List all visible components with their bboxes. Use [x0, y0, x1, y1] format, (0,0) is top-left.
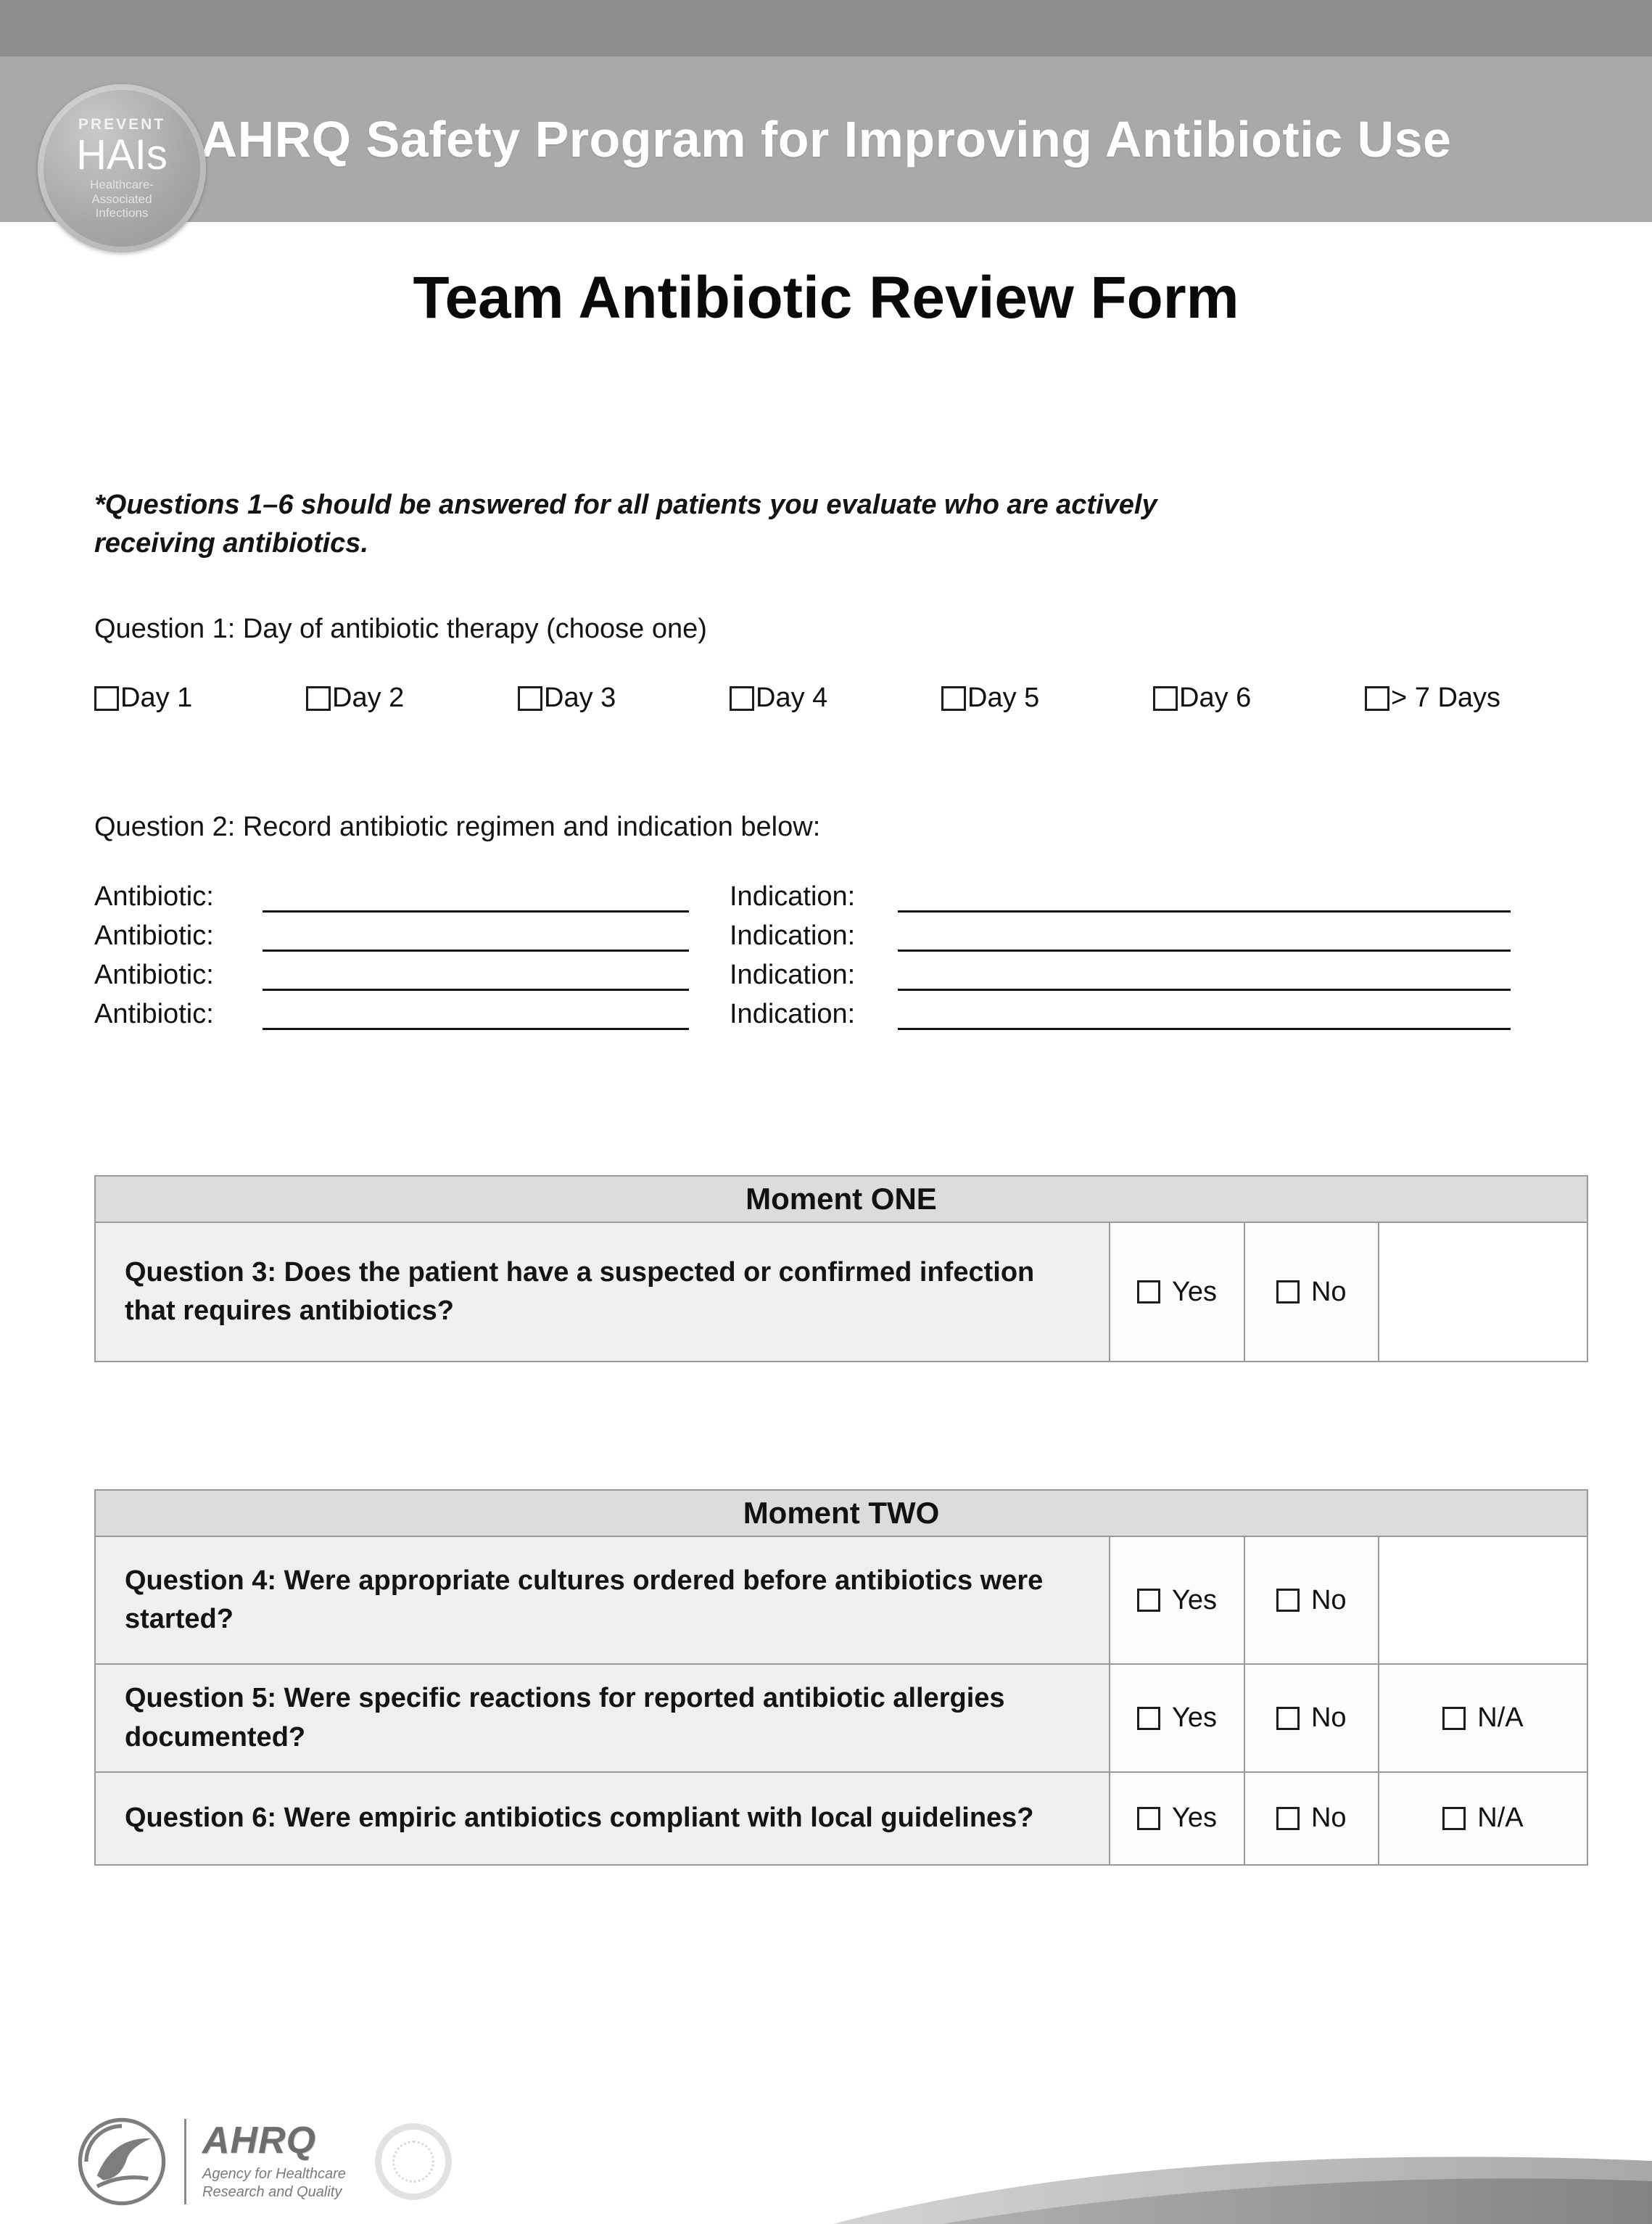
- day-5-label: Day 5: [967, 683, 1040, 714]
- banner-title: AHRQ Safety Program for Improving Antibiotic Use: [200, 111, 1452, 168]
- regimen-row-2: [94, 913, 1652, 952]
- question-5-na-option: [1442, 1702, 1523, 1734]
- question-6-yes-option: [1137, 1803, 1217, 1834]
- question-4-no-option: [1276, 1585, 1347, 1616]
- q3-yes-checkbox[interactable]: [1137, 1280, 1160, 1303]
- question-6-na-option: [1442, 1803, 1523, 1834]
- antibiotic-input-4[interactable]: [263, 1000, 689, 1030]
- question-6-no-cell: [1244, 1772, 1379, 1865]
- indication-label-2: Indication:: [730, 921, 856, 952]
- question-3-yes-cell: [1110, 1222, 1244, 1362]
- moment-one-header: Moment ONE: [95, 1176, 1587, 1222]
- question-4-yes-cell: [1110, 1536, 1244, 1664]
- q5-no-label: No: [1310, 1702, 1347, 1734]
- ahrq-logo-text: AHRQ: [202, 2120, 317, 2162]
- antibiotic-label-2: Antibiotic:: [94, 921, 214, 952]
- question-3-no-option: [1276, 1277, 1347, 1308]
- day-1-option: [94, 683, 306, 714]
- day-2-label: Day 2: [332, 683, 405, 714]
- question-2-section: [0, 812, 1652, 1030]
- banner: [0, 57, 1652, 222]
- day-7plus-checkbox[interactable]: [1365, 686, 1389, 711]
- antibiotic-input-2[interactable]: [263, 921, 689, 952]
- regimen-row-3: [94, 952, 1652, 991]
- question-3-yes-option: [1137, 1277, 1217, 1308]
- hai-logo-subtext-line3: Infections: [95, 206, 149, 221]
- ahrq-logo: [202, 2122, 346, 2202]
- question-6-yes-cell: [1110, 1772, 1244, 1865]
- hai-logo-subtext-line1: Healthcare-: [90, 178, 154, 192]
- question-2-label: Question 2: Record antibiotic regimen and indication below:: [94, 812, 821, 843]
- question-6-na-cell: [1379, 1772, 1587, 1865]
- ahrq-tagline: [202, 2165, 346, 2202]
- hai-logo-hais-text: HAIs: [76, 131, 168, 179]
- day-6-option: [1153, 683, 1365, 714]
- day-1-label: Day 1: [120, 683, 193, 714]
- q3-no-label: No: [1310, 1276, 1347, 1307]
- moment-two-table: [94, 1489, 1588, 1865]
- question-5-yes-option: [1137, 1702, 1217, 1734]
- hai-logo-subtext-line2: Associated: [91, 191, 152, 206]
- indication-label-4: Indication:: [730, 999, 856, 1030]
- ahrq-tagline-line2: Research and Quality: [202, 2184, 342, 2200]
- prevent-hais-logo: [38, 84, 206, 252]
- day-5-checkbox[interactable]: [941, 686, 966, 711]
- question-5-yes-cell: [1110, 1664, 1244, 1771]
- moment-one-header-row: [95, 1176, 1587, 1222]
- question-2-rows: [94, 873, 1652, 1030]
- day-3-label: Day 3: [544, 683, 616, 714]
- swoosh-graphic: [833, 2133, 1652, 2224]
- day-3-checkbox[interactable]: [518, 686, 542, 711]
- day-2-option: [306, 683, 518, 714]
- q6-yes-label: Yes: [1172, 1803, 1218, 1834]
- question-4-text: Question 4: Were appropriate cultures ordered before antibiotics were started?: [95, 1536, 1110, 1664]
- antibiotic-label-1: Antibiotic:: [94, 881, 214, 913]
- day-4-checkbox[interactable]: [730, 686, 754, 711]
- question-5-no-option: [1276, 1702, 1347, 1734]
- q4-yes-label: Yes: [1172, 1584, 1218, 1615]
- question-3-empty-cell: [1379, 1222, 1587, 1362]
- moment-one-table: [94, 1175, 1588, 1362]
- q5-na-checkbox[interactable]: [1442, 1707, 1466, 1730]
- question-5-na-cell: [1379, 1664, 1587, 1771]
- q4-no-label: No: [1310, 1584, 1347, 1615]
- day-6-label: Day 6: [1179, 683, 1252, 714]
- q5-yes-checkbox[interactable]: [1137, 1707, 1160, 1730]
- day-7plus-label: > 7 Days: [1391, 683, 1501, 714]
- indication-input-2[interactable]: [898, 921, 1511, 952]
- q6-na-checkbox[interactable]: [1442, 1807, 1466, 1830]
- indication-label-1: Indication:: [730, 881, 856, 913]
- day-7plus-option: [1365, 683, 1500, 714]
- indication-input-4[interactable]: [898, 1000, 1511, 1030]
- hhs-logo-icon: [75, 2115, 168, 2208]
- page-footer: [75, 2115, 452, 2208]
- question-5-row: [95, 1664, 1587, 1771]
- hai-logo-subtext: [90, 178, 154, 221]
- question-3-row: [95, 1222, 1587, 1362]
- antibiotic-label-4: Antibiotic:: [94, 999, 214, 1030]
- question-1-options: [94, 683, 1566, 714]
- question-6-row: [95, 1772, 1587, 1865]
- question-4-empty-cell: [1379, 1536, 1587, 1664]
- day-1-checkbox[interactable]: [94, 686, 119, 711]
- q6-no-label: No: [1310, 1803, 1347, 1834]
- question-1-label: Question 1: Day of antibiotic therapy (choose one): [94, 614, 707, 645]
- q5-na-label: N/A: [1477, 1702, 1524, 1734]
- moment-two-header: Moment TWO: [95, 1490, 1587, 1536]
- q6-no-checkbox[interactable]: [1276, 1807, 1300, 1830]
- hai-logo-prevent-text: PREVENT: [78, 116, 166, 133]
- ahrq-tagline-line1: Agency for Healthcare: [202, 2166, 346, 2182]
- question-5-no-cell: [1244, 1664, 1379, 1771]
- q4-no-checkbox[interactable]: [1276, 1589, 1300, 1612]
- question-6-no-option: [1276, 1803, 1347, 1834]
- q4-yes-checkbox[interactable]: [1137, 1589, 1160, 1612]
- regimen-row-1: [94, 873, 1652, 913]
- q5-no-checkbox[interactable]: [1276, 1707, 1300, 1730]
- question-5-text: Question 5: Were specific reactions for reported antibiotic allergies documented?: [95, 1664, 1110, 1771]
- q3-yes-label: Yes: [1172, 1276, 1218, 1307]
- header-top-strip: [0, 0, 1652, 57]
- question-1-section: [0, 614, 1652, 714]
- indication-label-3: Indication:: [730, 960, 856, 991]
- day-2-checkbox[interactable]: [306, 686, 331, 711]
- antibiotic-label-3: Antibiotic:: [94, 960, 214, 991]
- footer-divider: [184, 2119, 186, 2204]
- page-header: [0, 0, 1652, 222]
- indication-input-3[interactable]: [898, 960, 1511, 991]
- day-4-option: [730, 683, 941, 714]
- indication-input-1[interactable]: [898, 882, 1511, 913]
- moment-two-header-row: [95, 1490, 1587, 1536]
- day-5-option: [941, 683, 1153, 714]
- page-title: Team Antibiotic Review Form: [413, 265, 1239, 331]
- question-4-yes-option: [1137, 1585, 1217, 1616]
- regimen-row-4: [94, 991, 1652, 1030]
- intro-note: *Questions 1–6 should be answered for all patients you evaluate who are actively receiving antibiotics.: [94, 490, 1157, 559]
- question-3-text: Question 3: Does the patient have a suspected or confirmed infection that requires antibiotics?: [95, 1222, 1110, 1362]
- day-6-checkbox[interactable]: [1153, 686, 1178, 711]
- day-4-label: Day 4: [756, 683, 828, 714]
- day-3-option: [518, 683, 730, 714]
- question-4-row: [95, 1536, 1587, 1664]
- faded-seal-inner-ring: [392, 2141, 434, 2183]
- question-6-text: Question 6: Were empiric antibiotics compliant with local guidelines?: [95, 1772, 1110, 1865]
- q6-yes-checkbox[interactable]: [1137, 1807, 1160, 1830]
- q3-no-checkbox[interactable]: [1276, 1280, 1300, 1303]
- antibiotic-input-1[interactable]: [263, 882, 689, 913]
- question-3-no-cell: [1244, 1222, 1379, 1362]
- q5-yes-label: Yes: [1172, 1702, 1218, 1734]
- antibiotic-input-3[interactable]: [263, 960, 689, 991]
- q6-na-label: N/A: [1477, 1803, 1524, 1834]
- question-4-no-cell: [1244, 1536, 1379, 1664]
- faded-seal-icon: [375, 2123, 452, 2200]
